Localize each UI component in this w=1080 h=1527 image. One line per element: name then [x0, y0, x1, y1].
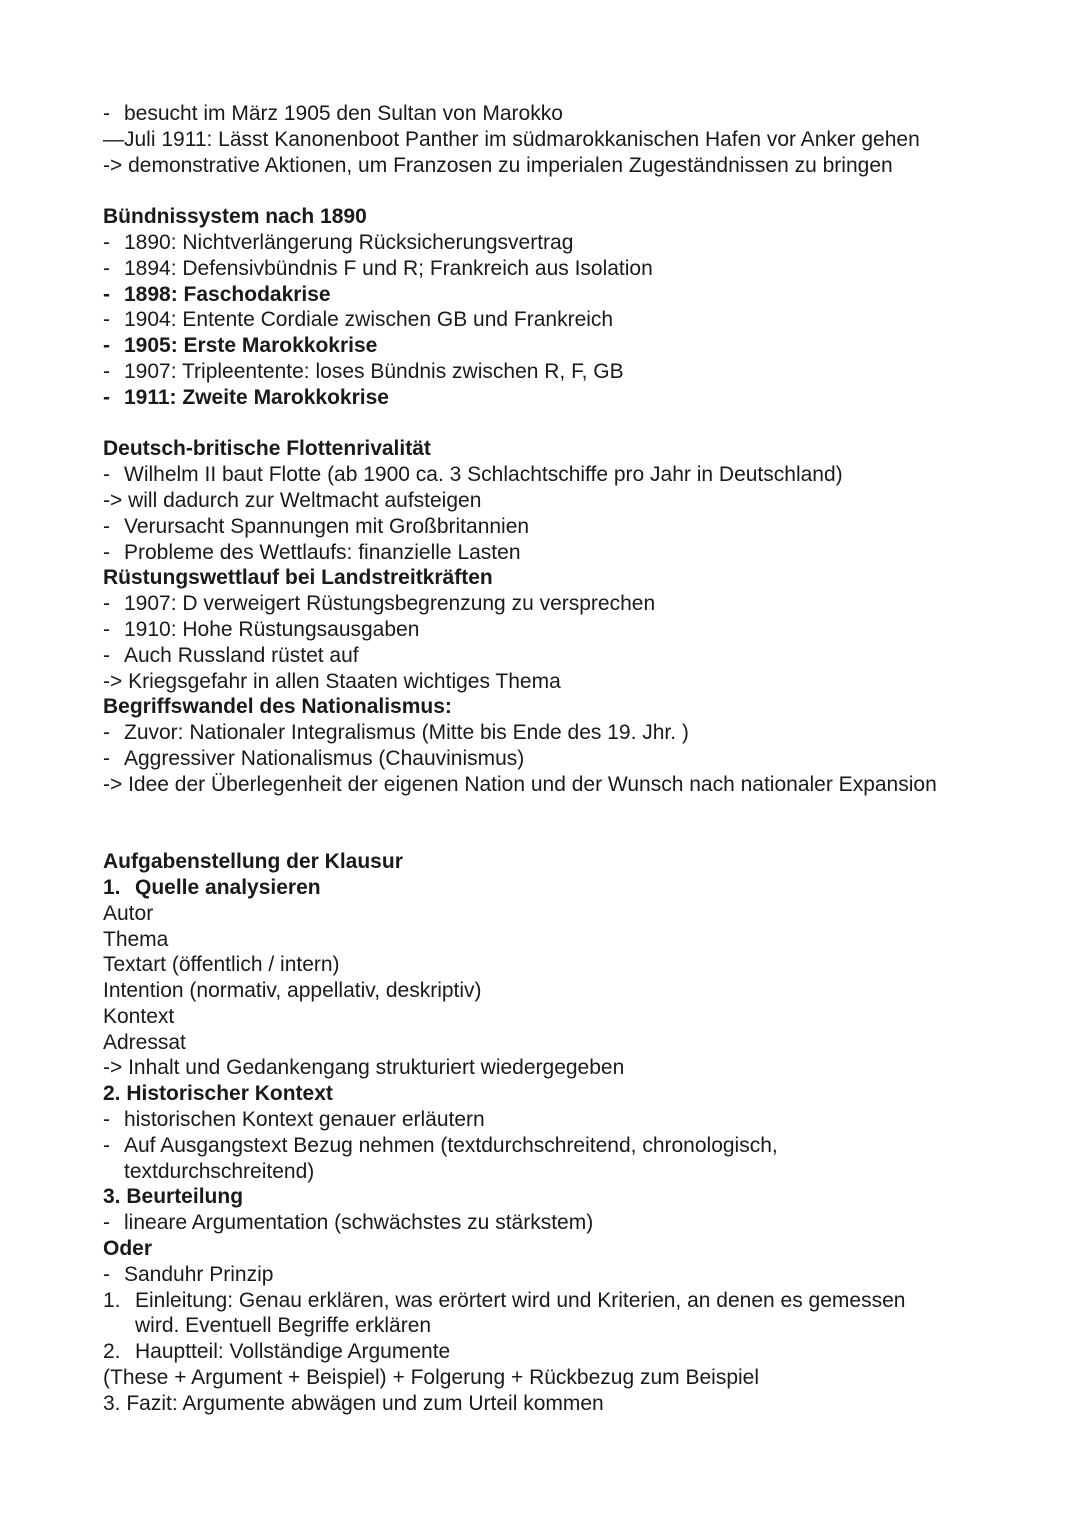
bullet-dash: -	[103, 359, 110, 383]
spacer	[103, 411, 1003, 437]
list-item-text: besucht im März 1905 den Sultan von Marokko	[124, 102, 563, 125]
list-item: Kontext	[103, 1004, 175, 1028]
section-heading: Begriffswandel des Nationalismus:	[103, 695, 452, 719]
bullet-dash: -	[103, 643, 110, 667]
numbered-item: 2. Hauptteil: Vollständige Argumente	[103, 1340, 451, 1364]
conclusion-line: -> Kriegsgefahr in allen Staaten wichtiges Thema	[103, 669, 561, 693]
bullet-dash: —	[103, 127, 124, 151]
list-item	[103, 385, 1003, 411]
list-item: Autor	[103, 901, 154, 925]
list-item-text: Juli 1911: Lässt Kanonenboot Panther im südmarokkanischen Hafen vor Anker gehen	[124, 127, 920, 151]
list-item-text: 1894: Defensivbündnis F und R; Frankreich aus Isolation	[124, 256, 653, 280]
bullet-dash: -	[103, 256, 110, 280]
list-item-text: 1907: Tripleentente: loses Bündnis zwischen R, F, GB	[124, 359, 624, 383]
list-item	[103, 256, 1003, 282]
bullet-dash: -	[103, 1108, 110, 1132]
list-item: Textart (öffentlich / intern)	[103, 953, 340, 977]
list-item: - Auf Ausgangstext Bezug nehmen (textdurchschreitend, chronologisch,	[103, 1133, 778, 1157]
bullet-dash: -	[103, 308, 110, 332]
conclusion-line: -> Idee der Überlegenheit der eigenen Nation und der Wunsch nach nationaler Expansion	[103, 772, 937, 796]
section-heading: Deutsch-britische Flottenrivalität	[103, 437, 431, 461]
bullet-dash: -	[103, 463, 110, 487]
conclusion-line: -> will dadurch zur Weltmacht aufsteigen	[103, 488, 482, 512]
section-heading: Aufgabenstellung der Klausur	[103, 850, 403, 874]
conclusion-line: -> Inhalt und Gedankengang strukturiert wiedergegeben	[103, 1056, 625, 1080]
list-item	[103, 282, 1003, 308]
bullet-dash: -	[103, 282, 110, 306]
bullet-dash: -	[103, 592, 110, 616]
list-item-text: 1890: Nichtverlängerung Rücksicherungsvertrag	[124, 230, 574, 254]
spacer	[103, 798, 1003, 850]
subsection-heading: 3. Beurteilung	[103, 1185, 244, 1209]
subsection-heading: 2. Historischer Kontext	[103, 1082, 333, 1106]
list-item: Thema	[103, 927, 169, 951]
list-item	[103, 127, 1003, 153]
numbered-item: 3. Fazit: Argumente abwägen und zum Urteil kommen	[103, 1391, 604, 1415]
list-item	[103, 230, 1003, 256]
list-item: - 1907: D verweigert Rüstungsbegrenzung zu versprechen	[103, 592, 656, 616]
list-item-text: 1911: Zweite Marokkokrise	[124, 385, 389, 409]
list-item	[103, 333, 1003, 359]
notes-page	[103, 101, 1003, 1417]
list-item-text: 1904: Entente Cordiale zwischen GB und Frankreich	[124, 308, 614, 332]
list-item-text: 1905: Erste Marokkokrise	[124, 334, 378, 358]
bullet-dash: -	[103, 514, 110, 538]
formula-line: (These + Argument + Beispiel) + Folgerung + Rückbezug zum Beispiel	[103, 1366, 760, 1390]
numbered-item-continuation: wird. Eventuell Begriffe erklären	[135, 1314, 432, 1338]
list-item: - Aggressiver Nationalismus (Chauvinismus)	[103, 746, 525, 770]
bullet-dash: -	[103, 385, 110, 409]
bullet-dash: -	[103, 540, 110, 564]
list-item: - historischen Kontext genauer erläutern	[103, 1108, 485, 1132]
list-item: - Auch Russland rüstet auf	[103, 643, 359, 667]
list-item	[103, 307, 1003, 333]
list-item: - lineare Argumentation (schwächstes zu stärkstem)	[103, 1211, 594, 1235]
bullet-dash: -	[103, 721, 110, 745]
section-heading: Rüstungswettlauf bei Landstreitkräften	[103, 566, 493, 590]
list-item	[103, 359, 1003, 385]
list-item: Intention (normativ, appellativ, deskriptiv)	[103, 979, 482, 1003]
buendnis-list	[103, 230, 1003, 411]
list-item: - Verursacht Spannungen mit Großbritannien	[103, 514, 530, 538]
list-item: - Sanduhr Prinzip	[103, 1262, 274, 1286]
list-item: Adressat	[103, 1030, 186, 1054]
list-item: - Zuvor: Nationaler Integralismus (Mitte bis Ende des 19. Jhr. )	[103, 721, 689, 745]
list-item-text: 1898: Faschodakrise	[124, 282, 331, 306]
list-item-continuation: textdurchschreitend)	[124, 1159, 315, 1183]
bullet-dash: -	[103, 334, 110, 358]
bullet-dash: -	[103, 1262, 110, 1286]
bullet-dash: -	[103, 102, 110, 125]
section-heading: Bündnissystem nach 1890	[103, 205, 367, 229]
bullet-dash: -	[103, 230, 110, 254]
list-item	[103, 101, 1003, 127]
bullet-dash: -	[103, 1133, 110, 1157]
subsection-heading: 1. Quelle analysieren	[103, 875, 321, 899]
spacer	[103, 178, 1003, 204]
bullet-dash: -	[103, 617, 110, 641]
list-item: - Wilhelm II baut Flotte (ab 1900 ca. 3 Schlachtschiffe pro Jahr in Deutschland)	[103, 463, 843, 487]
bullet-dash: -	[103, 746, 110, 770]
bullet-dash: -	[103, 1211, 110, 1235]
oder-label: Oder	[103, 1237, 153, 1261]
conclusion-line: -> demonstrative Aktionen, um Franzosen zu imperialen Zugeständnissen zu bringen	[103, 153, 893, 177]
numbered-item: 1. Einleitung: Genau erklären, was erörtert wird und Kriterien, an denen es gemessen	[103, 1288, 906, 1312]
list-item: - 1910: Hohe Rüstungsausgaben	[103, 617, 420, 641]
list-item: - Probleme des Wettlaufs: finanzielle Lasten	[103, 540, 521, 564]
